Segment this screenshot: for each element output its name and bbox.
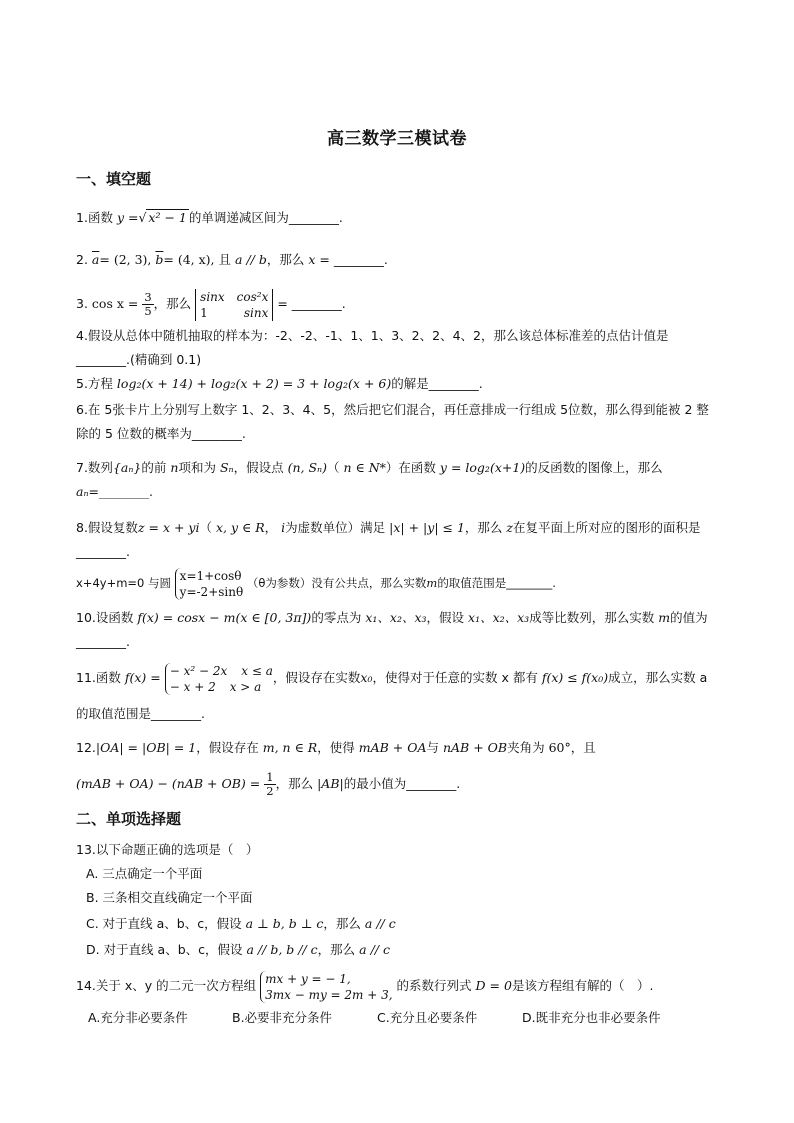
parametric-system: x=1+cosθ y=-2+sinθ [175, 568, 244, 600]
equation-system: mx + y = − 1, 3mx − my = 2m + 3, [260, 971, 392, 1003]
question-5: 5.方程 log₂(x + 14) + log₂(x + 2) = 3 + log₂(x + 6)的解是________. [76, 376, 483, 391]
question-11: 11.函数 f(x) = − x² − 2x x ≤ a − x + 2 x > a ，假设存在实数x₀，使得对于任意的实数 x 都有 f(x) ≤ f(x₀)成立，那么实数 a 的取值范围是________. [76, 663, 708, 721]
fraction-one-half: $\frac{1}{2}$ [266, 770, 274, 798]
question-2: 2. $\overline{a}= (2$, 3), $\overline{b}= (4$, x), 且 a // b，那么 x = ________. [76, 252, 388, 267]
question-13-stem: 13.以下命题正确的选项是（ ） [76, 842, 259, 857]
question-4: 4.假设从总体中随机抽取的样本为：-2、-2、-1、1、1、3、2、2、4、2，那么该总体标准差的点估计值是________.(精确到 0.1) [76, 328, 669, 367]
question-3: 3. cos x = $\frac{3}{5}$ ，那么 sinx cos²x 1 sinx = ________. [76, 289, 346, 320]
piecewise-function: − x² − 2x x ≤ a − x + 2 x > a [165, 663, 273, 695]
question-12: 12.|OA| = |OB| = 1，假设存在 m, n ∈ R，使得 mAB + OA与 nAB + OB夹角为 60°，且 (mAB + OA) − (nAB + OB) = $\frac{1}{2}$ ，那么 |AB|的最小值为________. [76, 740, 596, 798]
question-1: 1.函数 y =√ x² − 1 的单调递减区间为________. [76, 210, 343, 225]
fraction-3-5: $\frac{3}{5}$ [144, 290, 152, 318]
option-14-a: A.充分非必要条件 [88, 1010, 188, 1025]
question-10: 10.设函数 f(x) = cosx − m(x ∈ [0, 3π])的零点为 x₁、x₂、x₃，假设 x₁、x₂、x₃成等比数列，那么实数 m的值为________. [76, 610, 708, 649]
question-9: x+4y+m=0 与圆 x=1+cosθ y=-2+sinθ （θ为参数）没有公共点，那么实数m的取值范围是________. [76, 568, 556, 599]
option-13-c: C. 对于直线 a、b、c，假设 a ⊥ b, b ⊥ c，那么 a // c [86, 916, 396, 931]
option-13-a: A. 三点确定一个平面 [86, 866, 203, 881]
question-8: 8.假设复数z = x + yi（ x, y ∈ R， i为虚数单位）满足 |x| + |y| ≤ 1，那么 z在复平面上所对应的图形的面积是________. [76, 520, 701, 559]
question-7: 7.数列{aₙ}的前 n项和为 Sₙ，假设点 (n, Sₙ)（ n ∈ N*）在函数 y = log₂(x+1)的反函数的图像上，那么 aₙ=________. [76, 460, 663, 499]
determinant: sinx cos²x 1 sinx [195, 289, 273, 321]
option-14-c: C.充分且必要条件 [377, 1010, 478, 1025]
option-13-d: D. 对于直线 a、b、c，假设 a // b, b // c，那么 a // c [86, 942, 390, 957]
option-14-d: D.既非充分也非必要条件 [522, 1010, 661, 1025]
option-13-b: B. 三条相交直线确定一个平面 [86, 890, 253, 905]
option-14-b: B.必要非充分条件 [232, 1010, 333, 1025]
page-title: 高三数学三模试卷 [327, 129, 467, 149]
section-fill-in: 一、填空题 [76, 170, 152, 188]
question-14-stem: 14.关于 x、y 的二元一次方程组 mx + y = − 1, 3mx − my = 2m + 3, 的系数行列式 D = 0是该方程组有解的（ ）. [76, 971, 654, 1002]
section-single-choice: 二、单项选择题 [76, 810, 182, 828]
question-6: 6.在 5张卡片上分别写上数字 1、2、3、4、5，然后把它们混合，再任意排成一行组成 5位数，那么得到能被 2 整除的 5 位数的概率为________. [76, 402, 709, 441]
